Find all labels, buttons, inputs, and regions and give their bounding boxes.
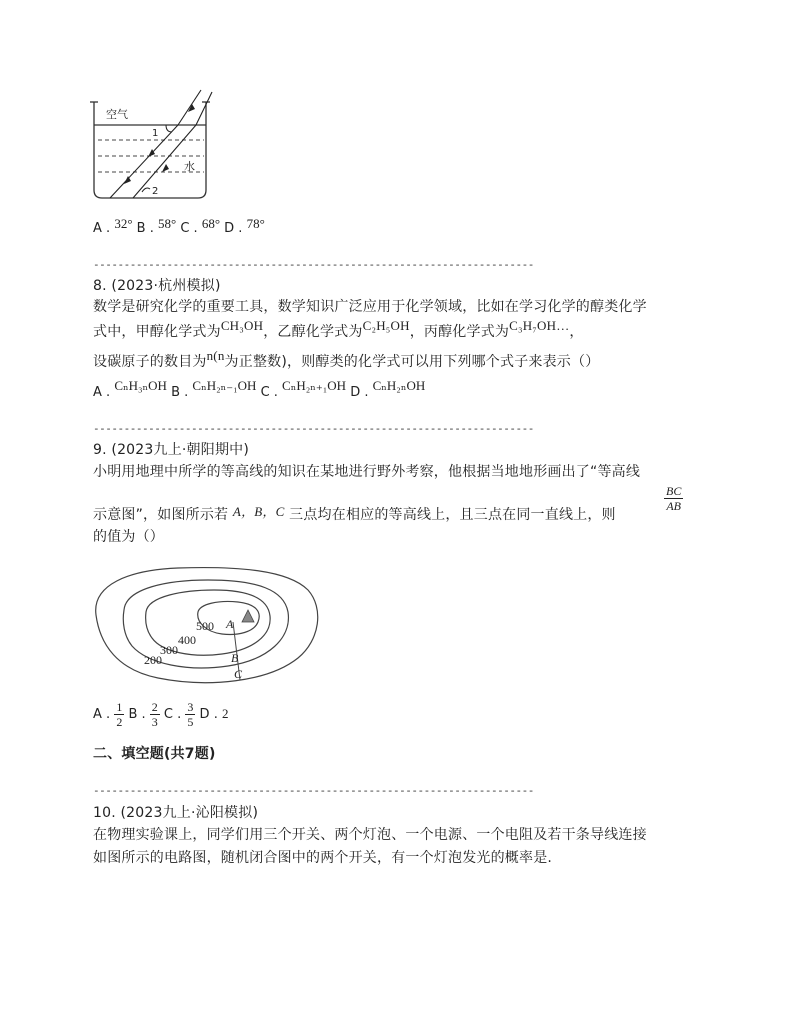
- q9-source: 9. (2023九上·朝阳期中): [93, 442, 250, 458]
- q8-line-3: [93, 348, 600, 372]
- q10-line-2: 如图所示的电路图，随机闭合图中的两个开关，有一个灯泡发光的概率是.: [93, 850, 553, 866]
- q9-line-2-text: 三点均在相应的等高线上，且三点在同一直线上，则: [289, 507, 616, 523]
- q8-line-1: 数学是研究化学的重要工具，数学知识广泛应用于化学领域，比如在学习化学的醇类化学: [93, 299, 647, 315]
- fraction-denominator: 2: [116, 715, 123, 729]
- q9-option-d[interactable]: D . 2: [199, 706, 229, 722]
- q8-line-3-text: 设碳原子的数目为: [93, 354, 207, 370]
- option-value: 58°: [157, 216, 177, 231]
- q8-option-b[interactable]: B . CₙH₂ₙ₋₁OH: [171, 378, 257, 400]
- fraction-numerator: 1: [116, 700, 123, 714]
- fraction-denominator: 3: [151, 715, 158, 729]
- q9-options: [93, 700, 228, 729]
- q8-option-d[interactable]: D . CₙH₂ₙOH: [350, 378, 426, 400]
- option-letter: C: [180, 221, 190, 236]
- q10-line-1: 在物理实验课上，同学们用三个开关、两个灯泡、一个电源、一个电阻及若干条导线连接: [93, 827, 647, 843]
- q9-option-b[interactable]: B . $\frac{2}{3}$: [128, 700, 158, 729]
- q7-option-a[interactable]: A . 32°: [93, 216, 133, 236]
- q8-options: [93, 378, 426, 403]
- option-letter: D: [199, 707, 210, 722]
- refraction-figure: [88, 88, 228, 206]
- option-letter: D: [350, 385, 361, 400]
- option-value: 78°: [246, 216, 265, 231]
- q8-line-3-text: 为正整数)，则醇类的化学式可以用下列哪个式子来表示（）: [224, 354, 600, 370]
- q9-line-2-text: 示意图”，如图所示若: [93, 507, 229, 523]
- fraction-denominator: AB: [666, 499, 681, 513]
- fraction-numerator: BC: [666, 484, 682, 498]
- angle-1-label: 1: [152, 128, 159, 139]
- formula-ethanol: C₂H₅OH: [362, 318, 410, 333]
- water-label: 水: [184, 160, 195, 173]
- option-letter: A: [93, 707, 102, 722]
- q8-source: 8. (2023·杭州模拟): [93, 278, 221, 294]
- option-letter: A: [93, 221, 102, 236]
- separator-1: ------------------------------------------------------------------------: [93, 258, 534, 271]
- points-abc: A，B，C: [232, 504, 285, 519]
- q7-option-c[interactable]: C . 68°: [180, 216, 221, 236]
- q8-line-2-text: ，丙醇化学式为: [409, 324, 510, 340]
- q8-line-2-text: ，乙醇化学式为: [263, 324, 363, 340]
- q8-line-2-text: 式中，甲醇化学式为: [93, 324, 221, 340]
- option-formula: CₙH₂ₙOH: [372, 378, 426, 393]
- fraction-numerator: 3: [187, 700, 194, 714]
- point-a-label: A: [226, 617, 234, 631]
- option-value: 2: [221, 706, 229, 721]
- fraction-denominator: 5: [187, 715, 194, 729]
- option-letter: A: [93, 385, 102, 400]
- angle-2-label: 2: [152, 186, 159, 197]
- q7-options: [93, 218, 265, 239]
- option-fraction: [185, 700, 195, 729]
- formula-methanol: CH₃OH: [220, 318, 264, 333]
- option-letter: B: [136, 221, 146, 236]
- q9-line-3: 的值为（）: [93, 529, 164, 545]
- option-formula: CₙH₃ₙOH: [114, 378, 167, 393]
- option-letter: B: [171, 385, 180, 400]
- point-b-label: B: [231, 651, 239, 665]
- separator-2: ------------------------------------------------------------------------: [93, 422, 534, 435]
- contour-map: [88, 560, 328, 690]
- q8-line-2: [93, 318, 584, 342]
- contour-label-300: 300: [160, 643, 178, 657]
- q8-line-2-text: ，: [569, 324, 584, 340]
- q7-option-b[interactable]: B . 58°: [136, 216, 177, 236]
- q7-option-d[interactable]: D . 78°: [224, 216, 265, 236]
- q10-source: 10. (2023九上·沁阳模拟): [93, 805, 259, 821]
- contour-label-400: 400: [178, 633, 196, 647]
- contour-label-500: 500: [196, 619, 214, 633]
- option-fraction: [114, 700, 124, 729]
- option-letter: C: [260, 385, 270, 400]
- option-value: 68°: [201, 216, 221, 231]
- fraction-numerator: 2: [151, 700, 158, 714]
- q8-option-a[interactable]: A . CₙH₃ₙOH: [93, 378, 167, 400]
- option-letter: D: [224, 221, 235, 236]
- contour-label-200: 200: [144, 653, 162, 667]
- option-letter: B: [128, 707, 138, 722]
- q9-option-a[interactable]: A . $\frac{1}{2}$: [93, 700, 123, 729]
- air-label: 空气: [106, 108, 128, 121]
- section-header: 二、填空题(共7题): [93, 746, 216, 762]
- option-formula: CₙH₂ₙ₋₁OH: [192, 378, 257, 393]
- q9-line-1: 小明用地理中所学的等高线的知识在某地进行野外考察，他根据当地地形画出了“等高线: [93, 464, 641, 480]
- q9-option-c[interactable]: C . $\frac{3}{5}$: [163, 700, 194, 729]
- separator-3: ------------------------------------------------------------------------: [93, 784, 534, 797]
- option-value: 32°: [114, 216, 133, 231]
- n-expression: n(n: [206, 348, 225, 363]
- q8-option-c[interactable]: C . CₙH₂ₙ₊₁OH: [260, 378, 347, 400]
- option-letter: C: [163, 707, 173, 722]
- option-fraction: [150, 700, 160, 729]
- option-formula: CₙH₂ₙ₊₁OH: [282, 378, 347, 393]
- peak-triangle-icon: [242, 610, 254, 622]
- formula-propanol: C₃H₇OH…: [509, 318, 570, 333]
- ratio-bc-ab: [664, 484, 683, 513]
- q9-line-2: [93, 505, 616, 525]
- point-c-label: C: [234, 667, 243, 681]
